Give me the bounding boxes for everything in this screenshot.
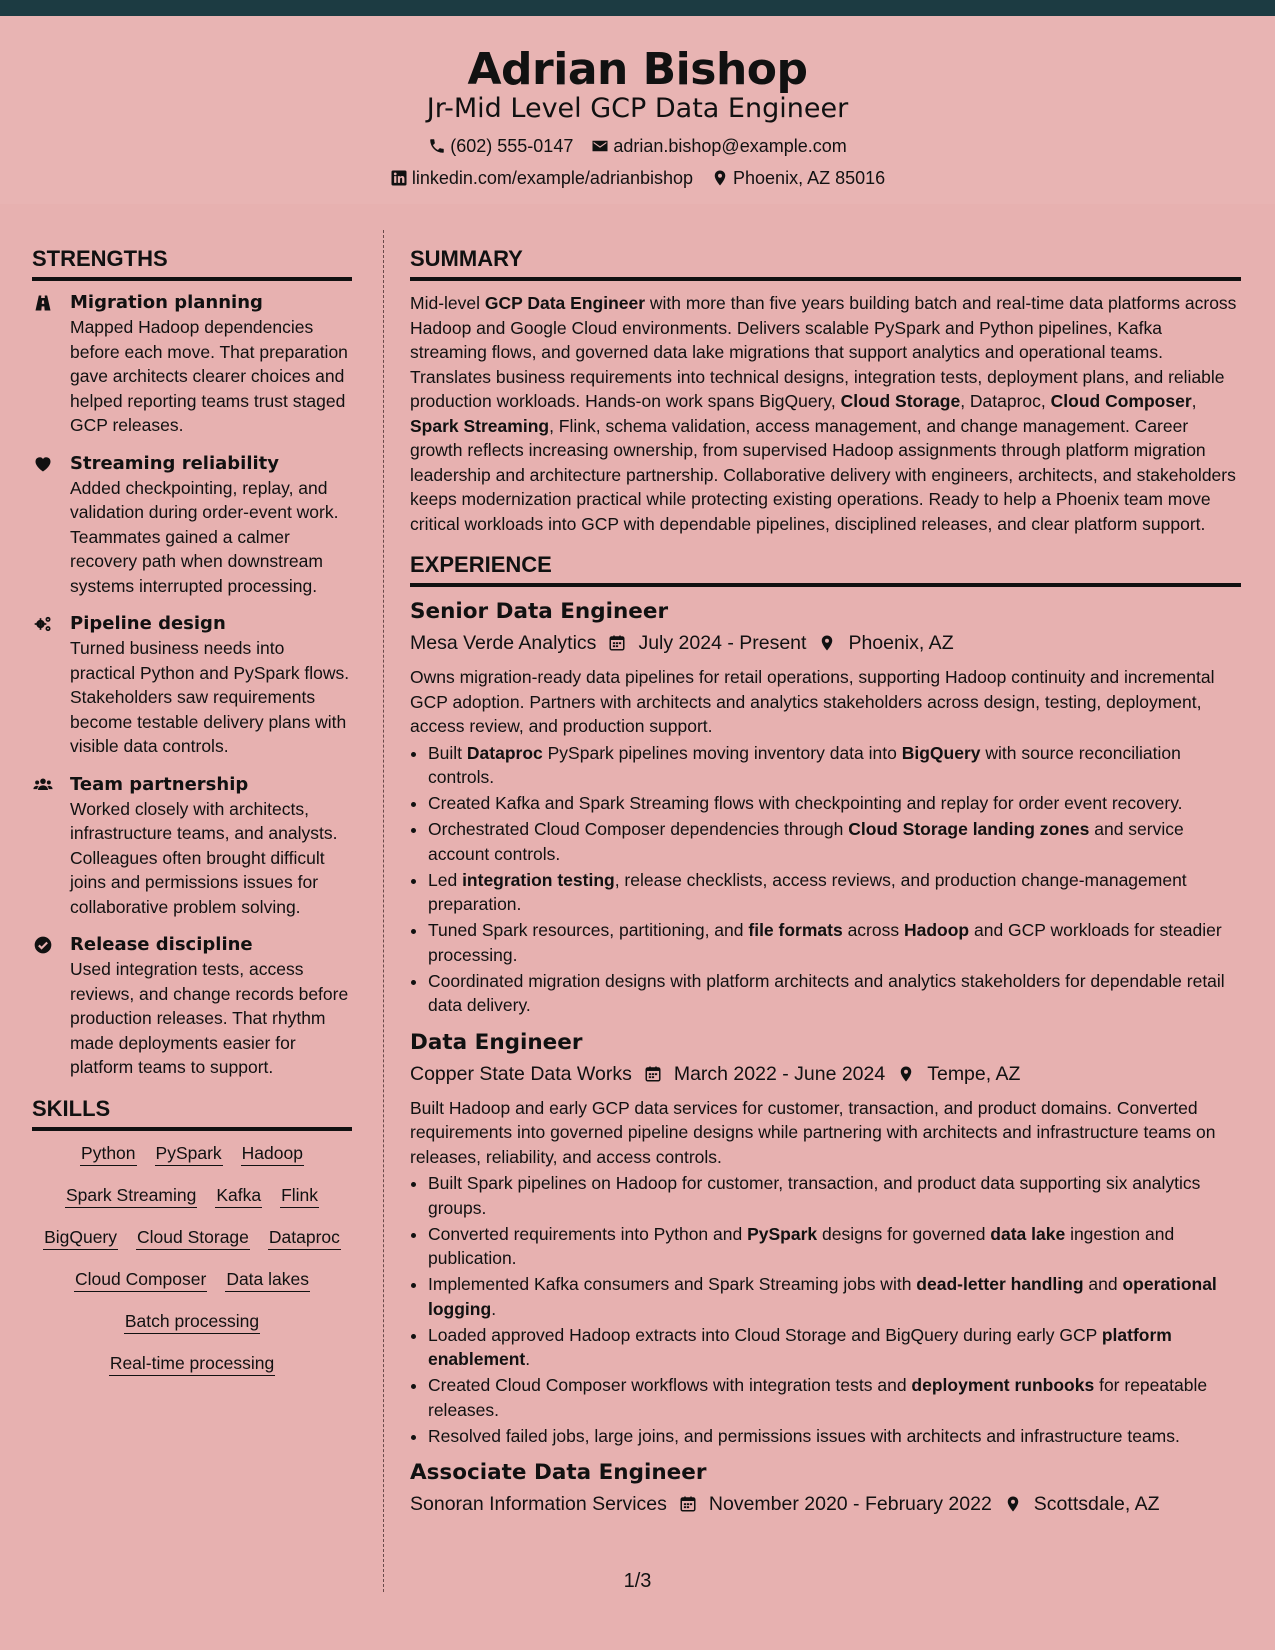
strength-item (32, 933, 352, 1080)
linkedin-item[interactable] (390, 166, 693, 190)
map-pin-icon (897, 1064, 915, 1084)
candidate-name: Adrian Bishop (467, 44, 808, 95)
job-title: Associate Data Engineer (410, 1460, 707, 1485)
check-circle-icon (32, 935, 54, 955)
strength-title: Pipeline design (70, 613, 226, 634)
map-pin-icon (711, 169, 729, 187)
heart-icon (32, 454, 54, 474)
job-bullet (428, 741, 1241, 790)
envelope-icon (591, 137, 609, 155)
bold-text: GCP Data Engineer (484, 293, 646, 313)
strength-desc: Worked closely with architects, infrastructure teams, and analysts. Colleagues often brought difficult joins and permissions issues for collaborative problem solving. (70, 798, 338, 917)
job-company: Sonoran Information Services (410, 1493, 667, 1515)
job-bullet (428, 868, 1241, 917)
job-bullets (410, 1171, 1241, 1448)
text-segment: , release checklists, access reviews, and production change-management preparation. (428, 869, 1187, 914)
text-segment: Created Cloud Composer workflows with integration tests and (428, 1375, 912, 1395)
text-segment: , (1191, 391, 1197, 411)
skill-tag: Python (80, 1141, 136, 1166)
text-segment: Built Spark pipelines on Hadoop for customer, transaction, and product data supporting six analytics groups. (428, 1173, 1201, 1218)
job-meta (410, 1060, 1241, 1088)
job-dates: November 2020 - February 2022 (708, 1493, 992, 1515)
skill-tag: Kafka (215, 1183, 262, 1208)
calendar-icon (608, 633, 626, 653)
road-icon (32, 293, 54, 313)
job-title: Data Engineer (410, 1029, 583, 1055)
skill-tag: PySpark (155, 1141, 223, 1166)
location-text: Phoenix, AZ 85016 (733, 168, 886, 188)
strength-title: Streaming reliability (70, 452, 279, 474)
bold-text: dead-letter handling (916, 1274, 1084, 1294)
bold-text: Cloud Composer (1050, 391, 1192, 411)
contact-row-1 (0, 134, 1275, 158)
text-segment: PySpark pipelines moving inventory data into (542, 742, 902, 763)
calendar-icon (644, 1064, 662, 1084)
text-segment: Led (428, 869, 463, 890)
skill-tag: Cloud Composer (74, 1267, 207, 1292)
job-entry (410, 1458, 1241, 1518)
text-segment: across (842, 920, 904, 940)
page-number: 1/3 (623, 1570, 652, 1592)
job-bullets (410, 741, 1241, 1018)
text-segment: ingestion and publication. (428, 1223, 1175, 1268)
text-segment: Resolved failed jobs, large joins, and permissions issues with architects and infrastructure teams. (428, 1425, 1180, 1446)
bold-text: PySpark (747, 1223, 818, 1244)
job-dates: March 2022 - June 2024 (673, 1062, 886, 1085)
right-column (410, 244, 1241, 1528)
bold-text: Cloud Storage (840, 391, 961, 411)
strength-item (32, 773, 352, 920)
text-segment: for repeatable releases. (428, 1375, 1208, 1420)
text-segment: with more than five years building batch and real-time data platforms across Hadoop and Google Cloud environments. Delivers scalable PySpark and Python pipelines, Kafka streaming flows, and governed data lake migrations that support analytics and operational teams. Translates business requirements into technical designs, integration tests, deployment plans, and reliable production workloads. Hands-on work spans BigQuery, (410, 293, 1237, 411)
text-segment: . (491, 1298, 497, 1319)
email-text[interactable]: adrian.bishop@example.com (613, 136, 847, 156)
skills-row (32, 1183, 352, 1208)
skill-tag: Spark Streaming (65, 1183, 197, 1208)
linkedin-icon (390, 169, 408, 187)
bold-text: BigQuery (901, 742, 981, 763)
skill-tag: Dataproc (268, 1225, 341, 1250)
resume-header (0, 16, 1275, 204)
bold-text: platform enablement (428, 1324, 1172, 1369)
linkedin-text[interactable]: linkedin.com/example/adrianbishop (411, 168, 694, 188)
summary-title: SUMMARY (410, 244, 1241, 281)
experience-list (410, 597, 1241, 1518)
job-title: Senior Data Engineer (410, 599, 669, 624)
column-divider (383, 230, 384, 1592)
text-segment: , Dataproc, (960, 391, 1051, 411)
text-segment: Converted requirements into Python and (428, 1223, 748, 1244)
text-segment: and (1083, 1274, 1123, 1294)
calendar-icon (679, 1494, 697, 1514)
skill-tag: Data lakes (225, 1267, 310, 1292)
skill-tag: Real-time processing (109, 1351, 275, 1376)
experience-title: EXPERIENCE (410, 550, 1241, 587)
skills-row (32, 1225, 352, 1250)
job-bullet (428, 1323, 1241, 1372)
bold-text: Cloud Storage landing zones (848, 819, 1090, 839)
job-entry (410, 1028, 1241, 1449)
job-bullet (428, 1424, 1241, 1449)
job-meta (410, 629, 1241, 657)
job-bullet (428, 1171, 1241, 1220)
text-segment: , Flink, schema validation, access management, and change management. Career growth reflects increasing ownership, from supervised Hadoop assignments through platform migration leadership and architecture partnership. Collaborative delivery with engineers, architects, and stakeholders keeps modernization practical while protecting existing operations. Ready to help a Phoenix team move critical workloads into GCP with dependable pipelines, disciplined releases, and clear platform support. (410, 415, 1236, 534)
text-segment: Tuned Spark resources, partitioning, and (428, 920, 749, 940)
strength-desc: Mapped Hadoop dependencies before each move. That preparation gave architects clearer choices and helped reporting teams trust staged GCP releases. (70, 317, 348, 435)
phone-text: (602) 555-0147 (450, 136, 574, 156)
text-segment: Mid-level (410, 293, 485, 313)
job-company: Mesa Verde Analytics (410, 632, 597, 654)
text-segment: and GCP workloads for steadier processing. (428, 920, 1222, 965)
contact-row-2 (0, 166, 1275, 190)
phone-item (428, 134, 573, 158)
skills-row (32, 1267, 352, 1292)
left-column (32, 244, 352, 1393)
text-segment: Created Kafka and Spark Streaming flows with checkpointing and replay for order event recovery. (428, 793, 1183, 813)
strength-desc: Turned business needs into practical Python and PySpark flows. Stakeholders saw requirements become testable delivery plans with visible data controls. (70, 638, 350, 756)
job-dates: July 2024 - Present (638, 632, 807, 654)
job-bullet (428, 1222, 1241, 1271)
gears-icon (32, 614, 54, 634)
job-bullet (428, 969, 1241, 1018)
strength-title: Release discipline (70, 934, 253, 955)
text-segment: Built (428, 742, 467, 763)
bold-text: integration testing (462, 869, 615, 890)
skill-tag: Flink (280, 1183, 319, 1208)
text-segment: with source reconciliation controls. (428, 742, 1181, 787)
location-item (711, 166, 885, 190)
job-bullet (428, 1272, 1241, 1321)
skill-tag: Batch processing (124, 1309, 260, 1334)
skill-tag: Cloud Storage (136, 1225, 250, 1250)
bold-text: Spark Streaming (410, 415, 550, 436)
map-pin-icon (818, 633, 836, 653)
text-segment: . (525, 1349, 531, 1369)
job-bullet (428, 918, 1241, 967)
job-description: Owns migration-ready data pipelines for retail operations, supporting Hadoop continuity and incremental GCP adoption. Partners with architects and analytics stakeholders across design, testing, deployment, access review, and production support. (410, 667, 1215, 736)
bold-text: operational logging (428, 1274, 1217, 1319)
job-bullet (428, 817, 1241, 866)
email-item[interactable] (591, 134, 846, 158)
job-entry (410, 597, 1241, 1018)
text-segment: Implemented Kafka consumers and Spark Streaming jobs with (428, 1274, 917, 1294)
summary-text (410, 291, 1241, 536)
text-segment: and service account controls. (428, 819, 1184, 864)
skills-row (32, 1351, 352, 1376)
candidate-role: Jr-Mid Level GCP Data Engineer (426, 93, 849, 124)
job-company: Copper State Data Works (410, 1062, 632, 1085)
strength-title: Team partnership (70, 773, 249, 795)
strength-desc: Used integration tests, access reviews, and change records before production releases. That rhythm made deployments easier for platform teams to support. (70, 959, 349, 1077)
skill-tag: BigQuery (43, 1225, 118, 1250)
bold-text: Hadoop (903, 920, 970, 940)
job-meta (410, 1490, 1241, 1518)
bold-text: file formats (748, 920, 843, 940)
skills-row (32, 1141, 352, 1166)
job-description: Built Hadoop and early GCP data services for customer, transaction, and product domains. Converted requirements into governed pipeline designs while partnering with architects and infrastructure teams on releases, reliability, and access controls. (410, 1097, 1216, 1167)
bold-text: deployment runbooks (911, 1375, 1095, 1395)
strength-item (32, 612, 352, 759)
strength-item (32, 452, 352, 599)
strength-title: Migration planning (70, 292, 263, 313)
text-segment: Loaded approved Hadoop extracts into Cloud Storage and BigQuery during early GCP (428, 1324, 1102, 1345)
bold-text: Dataproc (466, 742, 543, 763)
skills-title: SKILLS (32, 1094, 352, 1131)
strength-item (32, 291, 352, 438)
job-location: Phoenix, AZ (848, 632, 954, 654)
strength-desc: Added checkpointing, replay, and validation during order-event work. Teammates gained a calmer recovery path when downstream systems interrupted processing. (70, 477, 339, 596)
map-pin-icon (1004, 1494, 1022, 1514)
job-location: Scottsdale, AZ (1033, 1493, 1160, 1515)
text-segment: Orchestrated Cloud Composer dependencies through (428, 819, 849, 839)
top-accent-bar (0, 0, 1275, 16)
bold-text: data lake (990, 1223, 1066, 1244)
strengths-list (32, 291, 352, 1080)
text-segment: designs for governed (817, 1223, 991, 1244)
strengths-title: STRENGTHS (32, 244, 352, 281)
phone-icon (428, 137, 446, 155)
skills-list (32, 1141, 352, 1376)
job-bullet (428, 1373, 1241, 1422)
users-icon (32, 775, 54, 795)
skill-tag: Hadoop (241, 1141, 304, 1166)
job-bullet (428, 791, 1241, 816)
job-location: Tempe, AZ (927, 1062, 1021, 1085)
skills-row (32, 1309, 352, 1334)
text-segment: Coordinated migration designs with platform architects and analytics stakeholders for dependable retail data delivery. (428, 970, 1225, 1015)
